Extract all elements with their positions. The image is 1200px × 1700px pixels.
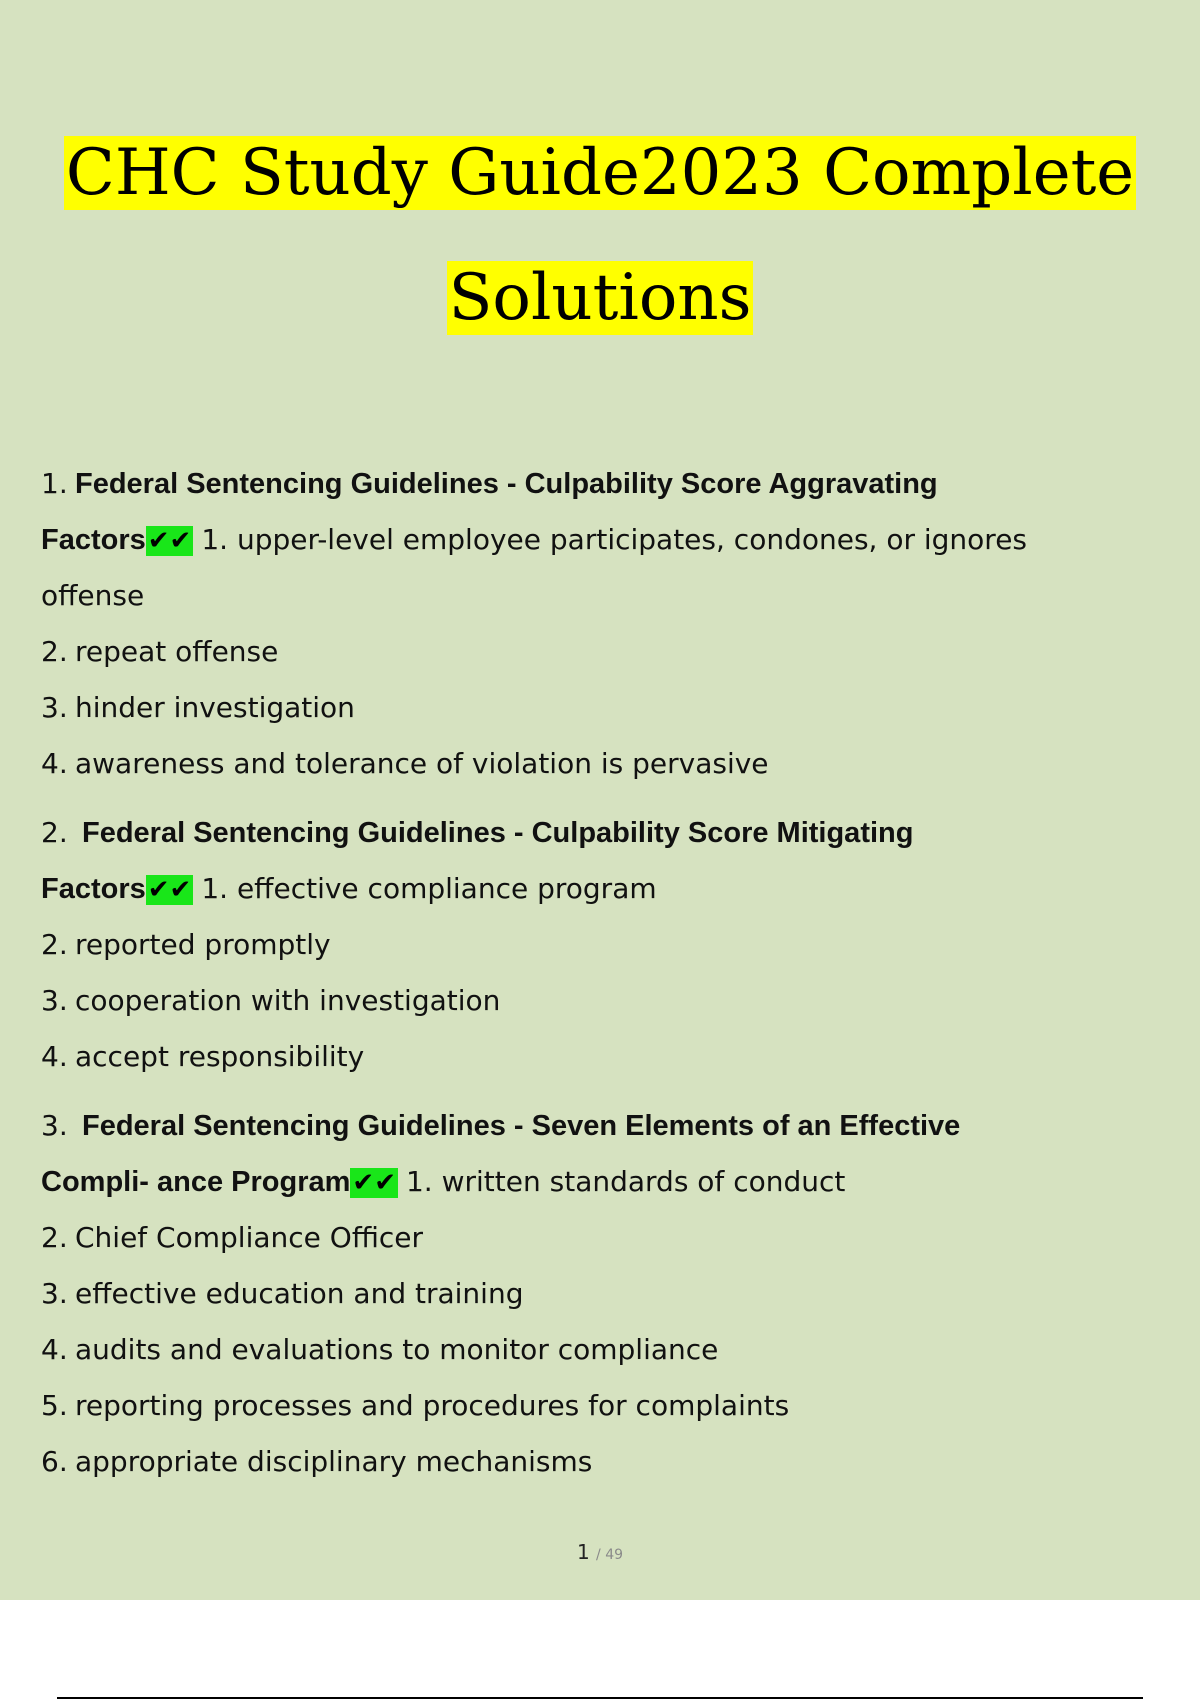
item-text: accept responsibility	[75, 1040, 365, 1073]
document-body	[41, 456, 1181, 1490]
double-check-icon: ✔✔	[147, 526, 192, 556]
question-answer-line	[41, 1154, 1181, 1210]
question-answer-line	[41, 861, 1181, 917]
qa-section-2	[41, 805, 1181, 1085]
question-line	[41, 456, 1181, 512]
list-item	[41, 1266, 1181, 1322]
double-check-icon: ✔✔	[352, 1168, 396, 1198]
title-highlight: Solutions	[448, 261, 752, 335]
item-number: 4.	[41, 1333, 68, 1366]
qa-section-1	[41, 456, 1181, 792]
question-text: Compli- ance Program	[41, 1166, 351, 1198]
question-text: Factors	[41, 524, 146, 556]
question-text: Federal Sentencing Guidelines - Culpability Score Aggravating	[75, 468, 938, 500]
item-text: cooperation with investigation	[75, 984, 501, 1017]
item-number: 2.	[41, 928, 68, 961]
question-text: Federal Sentencing Guidelines - Culpability Score Mitigating	[82, 817, 914, 849]
item-number: 5.	[41, 1389, 68, 1422]
list-item	[41, 917, 1181, 973]
item-number: 2.	[41, 635, 68, 668]
question-text: Federal Sentencing Guidelines - Seven Elements of an Effective	[82, 1110, 961, 1142]
answer-line	[41, 568, 1181, 624]
item-text: repeat offense	[75, 635, 279, 668]
current-page-number: 1	[576, 1540, 590, 1564]
item-text: appropriate disciplinary mechanisms	[75, 1445, 593, 1478]
answer-text: offense	[41, 579, 145, 612]
qa-section-3	[41, 1098, 1181, 1490]
question-line	[41, 1098, 1181, 1154]
question-answer-line	[41, 512, 1181, 568]
item-text: hinder investigation	[75, 691, 355, 724]
list-item	[41, 973, 1181, 1029]
list-item	[41, 1378, 1181, 1434]
list-item	[41, 736, 1181, 792]
item-text: Chief Compliance Officer	[75, 1221, 424, 1254]
double-check-icon: ✔✔	[147, 875, 192, 905]
question-text: Factors	[41, 873, 146, 905]
list-item	[41, 1322, 1181, 1378]
question-number: 3.	[41, 1109, 68, 1142]
question-number: 2.	[41, 816, 68, 849]
item-number: 2.	[41, 1221, 68, 1254]
list-item	[41, 624, 1181, 680]
item-text: audits and evaluations to monitor compliance	[75, 1333, 719, 1366]
item-text: reporting processes and procedures for complaints	[75, 1389, 790, 1422]
page-indicator	[0, 1540, 1200, 1564]
title-line-1	[0, 131, 1200, 215]
list-item	[41, 1210, 1181, 1266]
list-item	[41, 680, 1181, 736]
answer-text: 1. upper-level employee participates, condones, or ignores	[201, 523, 1028, 556]
page-divider	[57, 1697, 1143, 1699]
answer-text: 1. effective compliance program	[201, 872, 657, 905]
item-number: 3.	[41, 984, 68, 1017]
list-item	[41, 1029, 1181, 1085]
total-pages: / 49	[596, 1547, 624, 1563]
item-number: 3.	[41, 1277, 68, 1310]
title-line-2	[0, 256, 1200, 340]
list-item	[41, 1434, 1181, 1490]
question-number: 1.	[41, 467, 68, 500]
item-text: awareness and tolerance of violation is pervasive	[75, 747, 769, 780]
question-line	[41, 805, 1181, 861]
item-number: 3.	[41, 691, 68, 724]
item-number: 4.	[41, 747, 68, 780]
title-highlight: CHC Study Guide2023 Complete	[65, 136, 1135, 210]
item-text: effective education and training	[75, 1277, 524, 1310]
item-text: reported promptly	[75, 928, 331, 961]
answer-text: 1. written standards of conduct	[405, 1165, 846, 1198]
item-number: 6.	[41, 1445, 68, 1478]
item-number: 4.	[41, 1040, 68, 1073]
